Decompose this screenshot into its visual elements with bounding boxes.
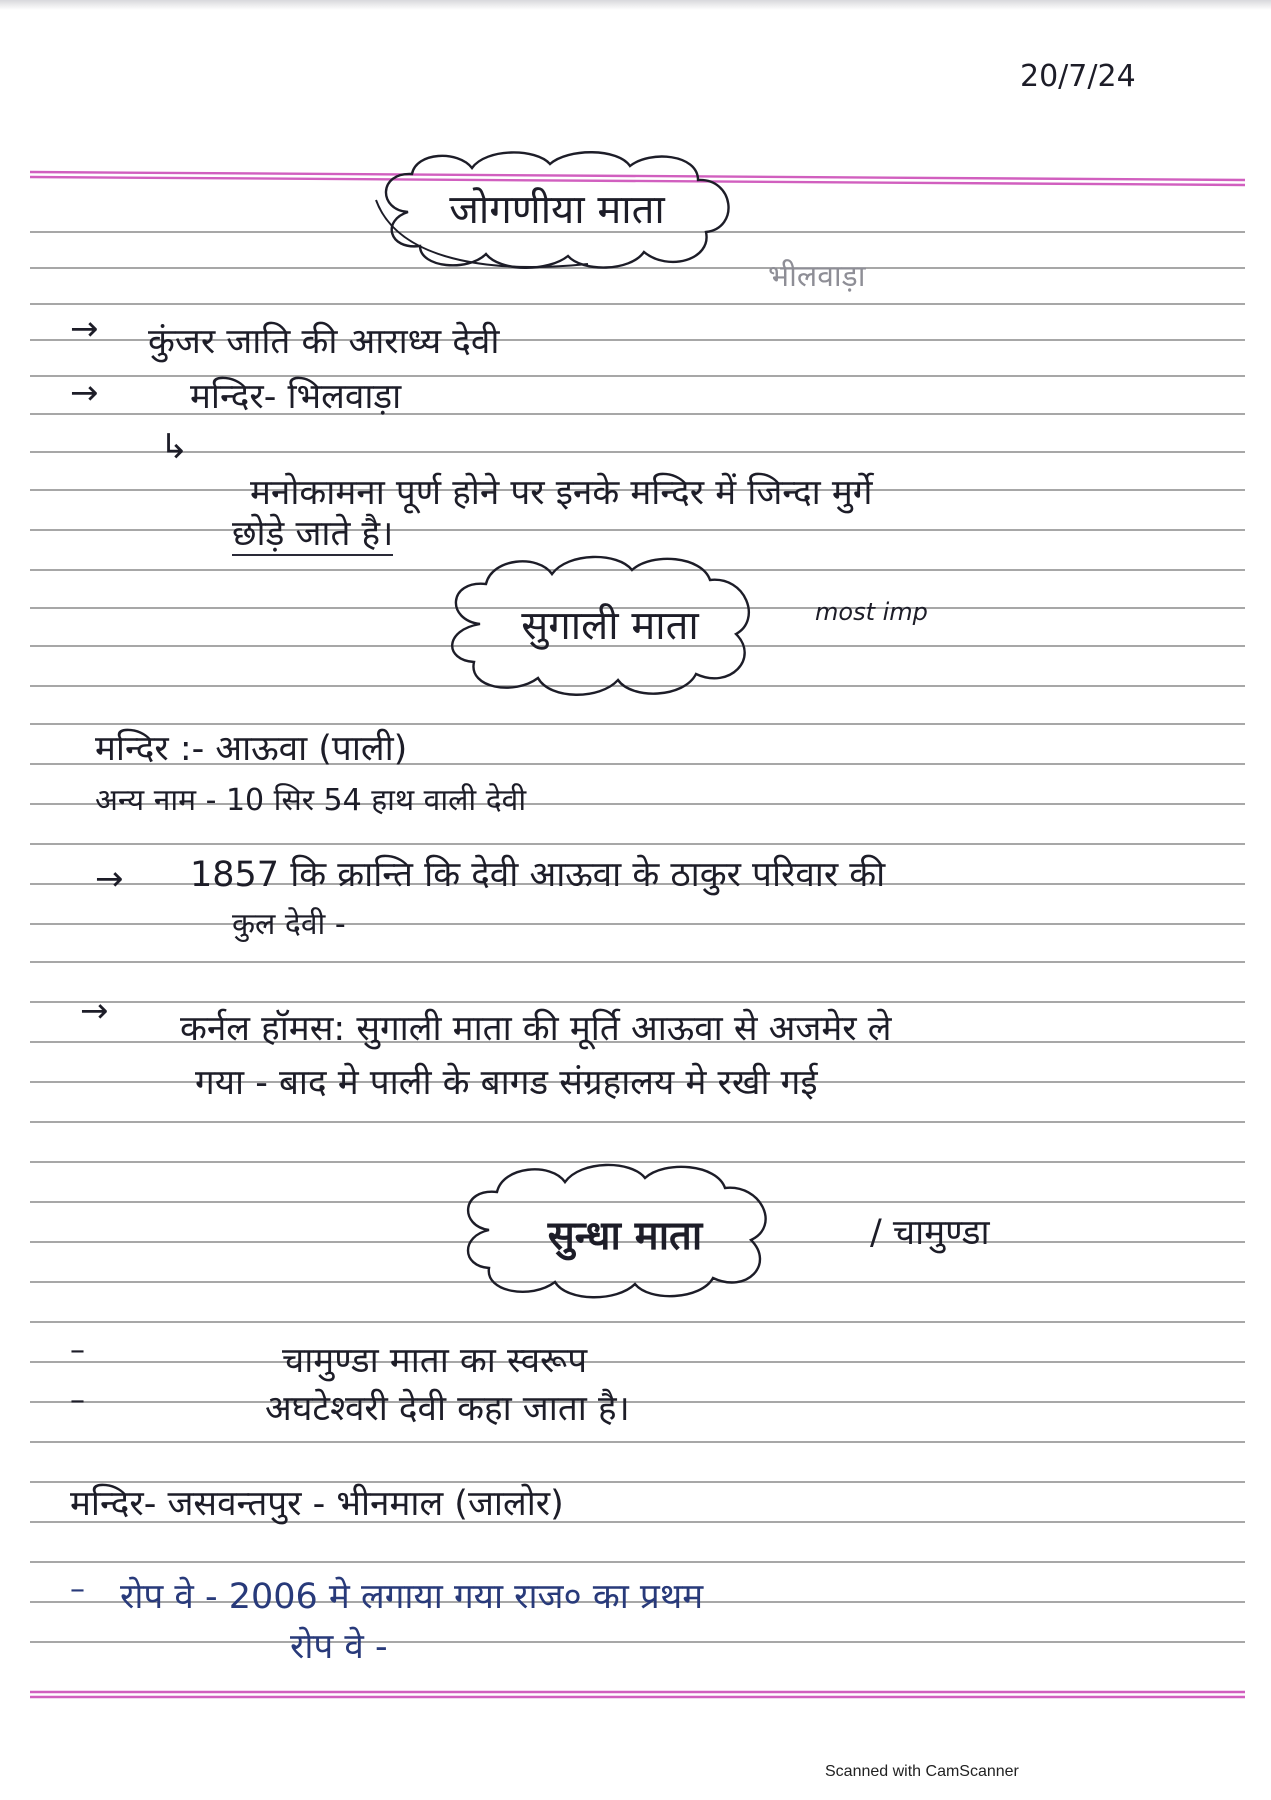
- note-line: मन्दिर- भिलवाड़ा: [190, 377, 402, 417]
- note-line: मन्दिर :- आऊवा (पाली): [95, 729, 408, 769]
- corner-arrow-icon: ↳: [160, 427, 189, 467]
- dash-bullet-icon: –: [70, 1572, 85, 1607]
- note-line: कुंजर जाति की आराध्य देवी: [148, 322, 500, 362]
- side-note-chamunda: / चामुण्डा: [870, 1213, 990, 1253]
- note-line: रोप वे -: [290, 1627, 388, 1667]
- arrow-icon: →: [70, 373, 99, 413]
- section-heading-text: सुगाली माता: [521, 603, 699, 649]
- note-line: 1857 कि क्रान्ति कि देवी आऊवा के ठाकुर परिवार की: [190, 855, 886, 895]
- arrow-icon: →: [80, 991, 109, 1031]
- note-line: अन्य नाम - 10 सिर 54 हाथ वाली देवी: [95, 783, 527, 818]
- note-line: रोप वे - 2006 मे लगाया गया राज० का प्रथम: [120, 1577, 704, 1617]
- side-note-most-imp: most imp: [815, 598, 928, 626]
- note-line: कर्नल हॉमस: सुगाली माता की मूर्ति आऊवा से अजमेर ले: [180, 1009, 892, 1049]
- page-date: 20/7/24: [1020, 59, 1136, 94]
- note-line: चामुण्डा माता का स्वरूप: [282, 1341, 588, 1381]
- note-line: मन्दिर- जसवन्तपुर - भीनमाल (जालोर): [70, 1484, 564, 1524]
- section-heading-text: सुन्धा माता: [547, 1213, 703, 1259]
- section-heading-sundha: [455, 1160, 795, 1300]
- section-heading-joganiya: [368, 150, 746, 274]
- side-note-bhilwara: भीलवाड़ा: [768, 259, 866, 294]
- note-line: मनोकामना पूर्ण होने पर इनके मन्दिर में जिन्दा मुर्गे: [250, 473, 873, 513]
- section-heading-text: जोगणीया माता: [449, 187, 665, 233]
- note-line: छोड़े जाते है।: [232, 514, 394, 554]
- scanner-watermark: Scanned with CamScanner: [825, 1763, 1019, 1780]
- note-line: अघटेश्वरी देवी कहा जाता है।: [265, 1389, 630, 1429]
- arrow-icon: →: [70, 309, 99, 349]
- section-heading-sugali: [440, 550, 780, 700]
- note-line: कुल देवी -: [232, 907, 346, 942]
- dash-bullet-icon: –: [70, 1383, 85, 1418]
- dash-bullet-icon: –: [70, 1333, 85, 1368]
- note-line: गया - बाद मे पाली के बागड संग्रहालय मे रखी गई: [195, 1063, 818, 1103]
- arrow-icon: →: [95, 859, 124, 899]
